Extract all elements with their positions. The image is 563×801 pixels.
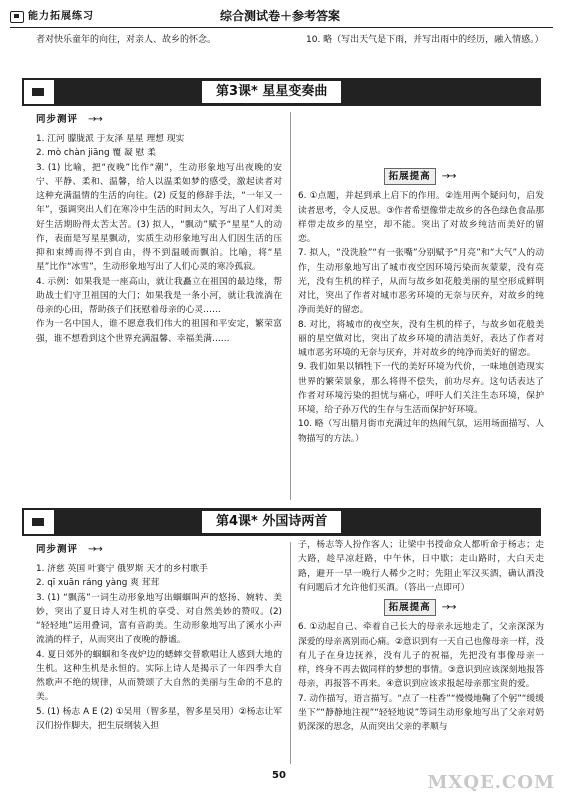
watermark: MXQE.COM <box>427 772 555 794</box>
section-sync-test: 同步测评 →→ <box>32 542 282 558</box>
answer-1: 1. 济慈 英国 叶赛宁 俄罗斯 天才的乡村歌手 <box>36 564 208 575</box>
section-extend: 拓展提高 →→ <box>294 599 544 616</box>
arrow-icon: →→ <box>441 170 455 182</box>
answer-4: 4. 示例：如果我是一座高山，就让我矗立在祖国的最边缘，帮助战士们守卫祖国的大门；如果我是一条小河，就让我流淌在母亲的心田，帮助孩子们抚慰着母亲的心灵…… <box>36 276 282 316</box>
answer-7: 7. 拟人，“没洗脸”“有一张嘴”分别赋予“月亮”和“大气”人的动作，生动形象地写出了城市夜空因环境污染而灰蒙蒙，没有亮光，没有生机的样子，从而与故乡如花般美丽的星空形成鲜明对比，突出了作者对城市恶劣环境的无奈与厌弃，对故乡的纯净而美好的留恋。 <box>298 248 544 316</box>
answer-4b: 作为一名中国人，谁不愿意我们伟大的祖国和平安定，繁荣富强，谁不想看到这个世界充满温馨、幸福美满…… <box>36 319 282 344</box>
answer-5-cont: 子，杨志等人扮作客人；让梁中书授命众人都听命于杨志；走大路，趁早凉赶路，中午休，日中歇；走山路时，大白天走路，避开一早一晚行人稀少之时；先阻止军汉买酒，确认酒没有问题后才允许他们买酒。（答出一点即可） <box>298 540 544 593</box>
header-brand: 能力拓展练习 <box>28 10 94 22</box>
answer-6: 6. ①动起自己、牵着自己长大的母亲永远地走了，父亲深深为深爱的母亲离别而心痛。②意识到有一天自己也像母亲一样，没有儿子在身边抚养，没有儿子的祝福，先把没有事像母亲一样，终身不再去做同样的梦想的事情。③意识到应该深刻地报答母亲，再报答不再来。④意识到应该求报起母亲那宝贵的爱。 <box>298 622 544 690</box>
lesson-tag-icon <box>22 78 56 106</box>
section-extend: 拓展提高 →→ <box>294 168 544 185</box>
answer-2: 2. qī xuān ráng yàng 爽 茸茸 <box>36 578 160 589</box>
arrow-icon: →→ <box>88 114 101 125</box>
arrow-icon: →→ <box>441 601 455 613</box>
answer-5: 5. (1) 杨志 A E (2) ①吴用（智多星，智多星吴用）②杨志让军汉们扮作脚夫，把生辰纲装入担 <box>36 706 282 731</box>
answer-9: 9. 我们如果以牺牲下一代的美好环境为代价，一味地创造现实世界的繁荣景象，那么将得不偿失，前功尽弃。这句话表达了作者对环境污染的担忧与痛心，呼吁人们关注生态环境，保护环境，给子孙万代的生存与生活而保护好环境。 <box>298 362 544 416</box>
answer-7: 7. 动作描写，语言描写。“点了一柱香”“慢慢地鞠了个躬”“缓缓坐下”“静静地注视”“轻轻地说”等词生动形象地写出了父亲对奶奶深深的思念，从而突出父亲的孝顺与 <box>298 693 544 733</box>
answer-3: 3. (1) “飘荡”一词生动形象地写出蝈蝈叫声的悠扬、婉转、美妙，突出了夏日诗人对生机的享受、对自然美妙的赞叹。(2) “轻轻地”运用叠词，富有音韵美。生动形象地写出了溪水小声流淌的样子，从而突出了夜晚的静谧。 <box>36 592 282 646</box>
lesson3-left-column <box>36 108 282 346</box>
answer-10: 10. 略（写出腊月街市充满过年的热闹气氛，运用场面描写、人物描写的方法。） <box>298 419 544 444</box>
lesson3-right-column <box>298 108 544 446</box>
arrow-icon: →→ <box>88 544 101 555</box>
answer-8: 8. 对比，将城市的夜空灰，没有生机的样子，与故乡如花般美丽的星空做对比，突出了故乡环境的清洁美好，表达了作者对城市恶劣环境的无奈与厌弃，并对故乡的纯净而美好的留恋。 <box>298 319 544 359</box>
page-header <box>10 6 553 28</box>
lesson3-title: 第3课* 星星变奏曲 <box>202 81 341 103</box>
lesson3-banner <box>22 78 541 106</box>
answer-2: 2. mò chàn jiāng 覆 凝 慰 柔 <box>36 148 156 159</box>
book-logo-icon <box>10 11 24 23</box>
answer-4: 4. 夏日郊外的蝈蝈和冬夜炉边的蟋蟀交替歌唱让人感到大地的生机。这种生机是永恒的。实际上诗人是揭示了一年四季大自然歌声不绝的规律，从而赞颂了大自然的美丽与生命的不息的美。 <box>36 649 282 703</box>
prev-answer-left: 者对快乐童年的向往，对亲人、故乡的怀念。 <box>36 35 217 45</box>
lesson4-title: 第4课* 外国诗两首 <box>202 511 341 533</box>
lesson-tag-icon <box>22 508 56 536</box>
section-sync-test: 同步测评 →→ <box>32 112 282 128</box>
prev-answer-right: 10. 略（写出天气是下雨，并写出雨中的经历，融入情感。） <box>306 35 544 45</box>
header-title: 综合测试卷＋参考答案 <box>220 9 341 24</box>
answer-3: 3. (1) 比喻，把“夜晚”比作“潮”，生动形象地写出夜晚的安宁、平静、柔和、温馨，给人以温柔如梦的感受，激起读者对这种充满温情的生活的向往。(2) 反复的修辞手法，“一年又一年”，强调突出人们在寒冷中生活的时间太久，写出了人们对美好生活期盼得太苦太苦。(3) 拟人，“飘动”赋予“星星”人的动作，表面是写星星飘动，实质生动形象地写出人们因生活的压抑和束缚而得不到自由，得不到温暖而飘泊。比喻，将“星星”比作“冰雪”，生动形象地写出了人们心灵的寒冷孤寂。 <box>36 162 282 273</box>
answer-6: 6. ①点题，并起到承上启下的作用。②连用两个疑问句，启发读者思考，令人反思。③作者希望像带走故乡的各色绿色食品那样带走故乡的星空，却不能。突出了对故乡纯洁而美好的留恋。 <box>298 191 544 245</box>
lesson4-right-column <box>298 538 544 734</box>
column-divider <box>290 112 291 500</box>
lesson4-left-column <box>36 538 282 733</box>
column-divider <box>290 542 291 764</box>
page-number: 50 <box>272 770 286 781</box>
lesson4-banner <box>22 508 541 536</box>
answer-1: 1. 江河 朦胧派 于友泽 星星 理想 现实 <box>36 134 185 145</box>
